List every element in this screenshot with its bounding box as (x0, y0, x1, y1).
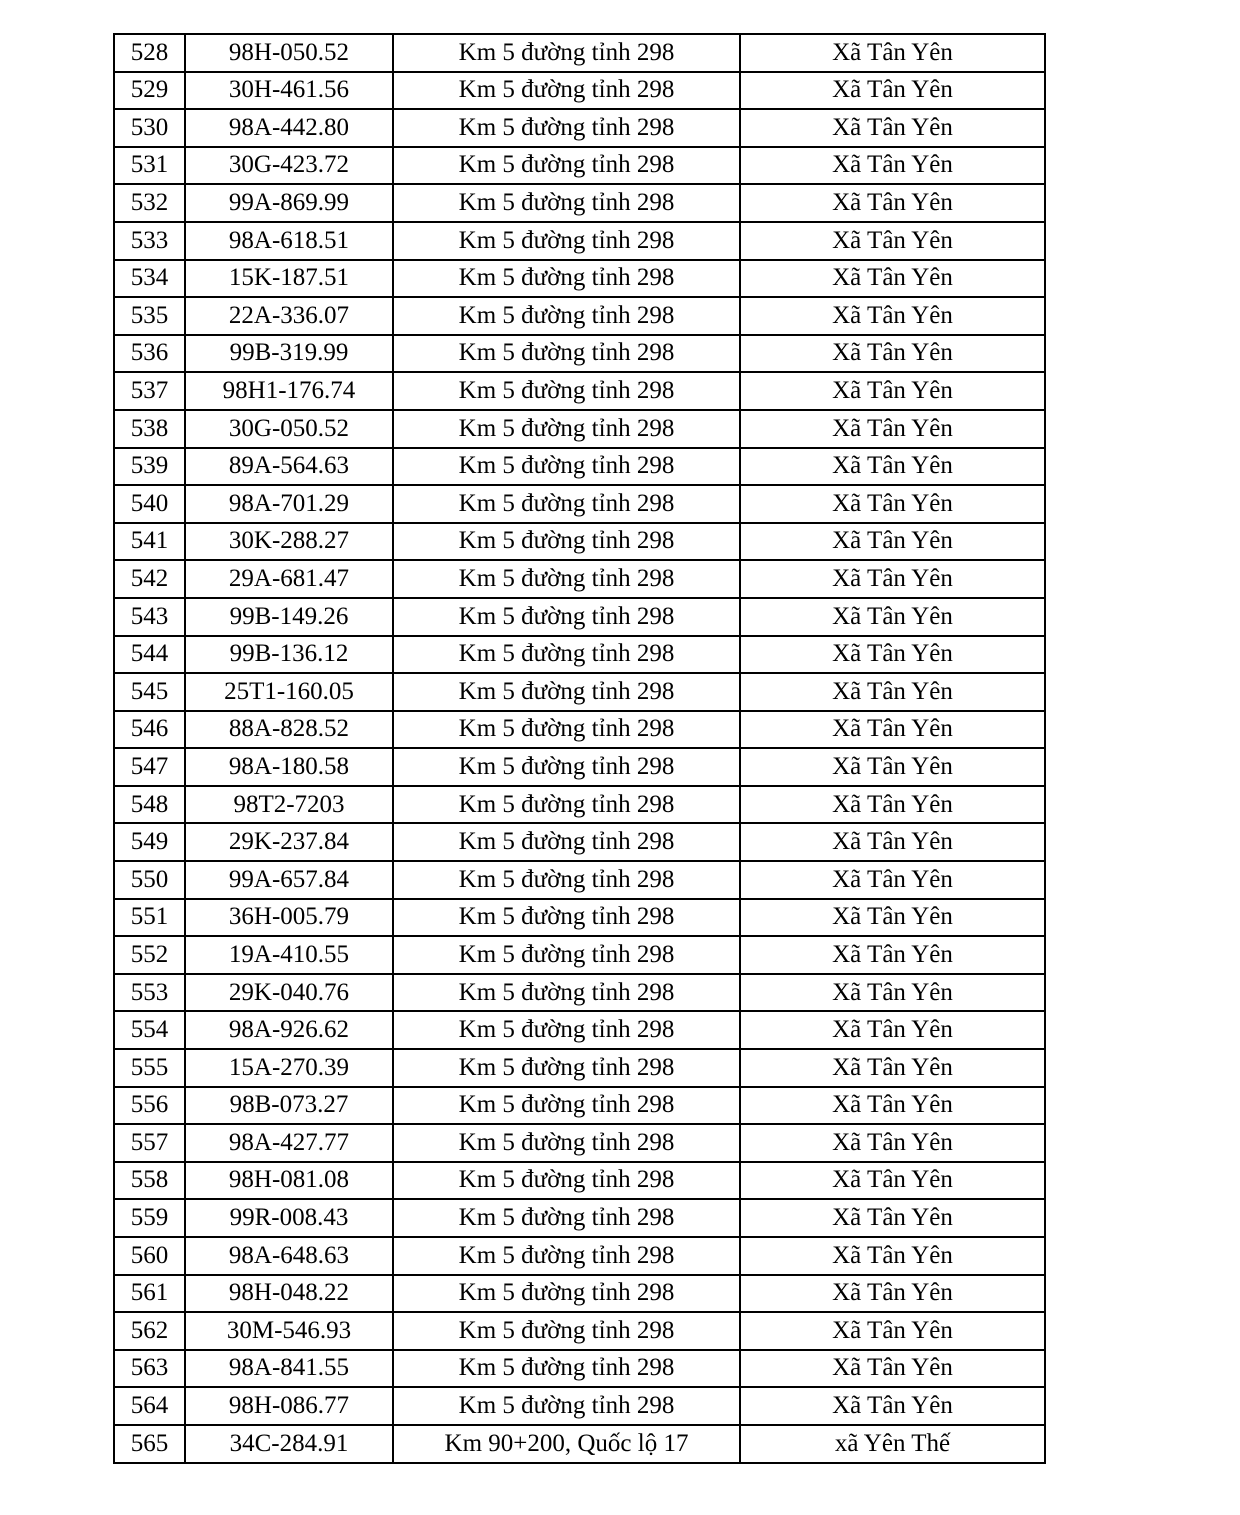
commune-cell: Xã Tân Yên (740, 636, 1045, 674)
license-plate-cell: 98H-048.22 (185, 1275, 393, 1313)
violation-location-cell: Km 5 đường tỉnh 298 (393, 1049, 740, 1087)
license-plate-cell: 30G-050.52 (185, 410, 393, 448)
commune-cell: Xã Tân Yên (740, 1049, 1045, 1087)
license-plate-cell: 15A-270.39 (185, 1049, 393, 1087)
row-number-cell: 555 (114, 1049, 185, 1087)
violation-location-cell: Km 5 đường tỉnh 298 (393, 1162, 740, 1200)
license-plate-cell: 98A-701.29 (185, 485, 393, 523)
table-row (114, 1237, 1045, 1275)
violation-location-cell: Km 5 đường tỉnh 298 (393, 1312, 740, 1350)
commune-cell: Xã Tân Yên (740, 1312, 1045, 1350)
license-plate-cell: 30K-288.27 (185, 523, 393, 561)
row-number-cell: 546 (114, 711, 185, 749)
license-plate-cell: 25T1-160.05 (185, 673, 393, 711)
row-number-cell: 564 (114, 1387, 185, 1425)
row-number-cell: 532 (114, 184, 185, 222)
row-number-cell: 551 (114, 899, 185, 937)
violation-location-cell: Km 5 đường tỉnh 298 (393, 1124, 740, 1162)
violation-location-cell: Km 5 đường tỉnh 298 (393, 72, 740, 110)
row-number-cell: 544 (114, 636, 185, 674)
license-plate-cell: 99A-657.84 (185, 861, 393, 899)
commune-cell: Xã Tân Yên (740, 748, 1045, 786)
commune-cell: Xã Tân Yên (740, 598, 1045, 636)
commune-cell: Xã Tân Yên (740, 1124, 1045, 1162)
violation-location-cell: Km 5 đường tỉnh 298 (393, 861, 740, 899)
violation-location-cell: Km 5 đường tỉnh 298 (393, 823, 740, 861)
commune-cell: Xã Tân Yên (740, 711, 1045, 749)
violation-location-cell: Km 90+200, Quốc lộ 17 (393, 1425, 740, 1463)
violation-location-cell: Km 5 đường tỉnh 298 (393, 410, 740, 448)
license-plate-cell: 99B-319.99 (185, 335, 393, 373)
license-plate-cell: 99B-149.26 (185, 598, 393, 636)
violation-location-cell: Km 5 đường tỉnh 298 (393, 109, 740, 147)
row-number-cell: 560 (114, 1237, 185, 1275)
table-row (114, 34, 1045, 72)
row-number-cell: 533 (114, 222, 185, 260)
commune-cell: Xã Tân Yên (740, 222, 1045, 260)
row-number-cell: 534 (114, 260, 185, 298)
violation-location-cell: Km 5 đường tỉnh 298 (393, 974, 740, 1012)
table-row (114, 748, 1045, 786)
commune-cell: Xã Tân Yên (740, 1199, 1045, 1237)
violation-location-cell: Km 5 đường tỉnh 298 (393, 899, 740, 937)
commune-cell: Xã Tân Yên (740, 109, 1045, 147)
table-row (114, 410, 1045, 448)
license-plate-cell: 29K-040.76 (185, 974, 393, 1012)
table-row (114, 222, 1045, 260)
row-number-cell: 549 (114, 823, 185, 861)
license-plate-cell: 98A-926.62 (185, 1011, 393, 1049)
license-plate-cell: 30H-461.56 (185, 72, 393, 110)
table-row (114, 372, 1045, 410)
row-number-cell: 529 (114, 72, 185, 110)
violation-location-cell: Km 5 đường tỉnh 298 (393, 1011, 740, 1049)
license-plate-cell: 98A-618.51 (185, 222, 393, 260)
violation-location-cell: Km 5 đường tỉnh 298 (393, 1387, 740, 1425)
table-body (114, 34, 1045, 1463)
row-number-cell: 558 (114, 1162, 185, 1200)
commune-cell: Xã Tân Yên (740, 673, 1045, 711)
commune-cell: Xã Tân Yên (740, 823, 1045, 861)
commune-cell: Xã Tân Yên (740, 372, 1045, 410)
license-plate-cell: 22A-336.07 (185, 297, 393, 335)
commune-cell: Xã Tân Yên (740, 410, 1045, 448)
license-plate-cell: 98H1-176.74 (185, 372, 393, 410)
table-row (114, 485, 1045, 523)
row-number-cell: 565 (114, 1425, 185, 1463)
violation-location-cell: Km 5 đường tỉnh 298 (393, 786, 740, 824)
commune-cell: Xã Tân Yên (740, 1011, 1045, 1049)
row-number-cell: 543 (114, 598, 185, 636)
license-plate-cell: 98T2-7203 (185, 786, 393, 824)
license-plate-cell: 98H-050.52 (185, 34, 393, 72)
violation-location-cell: Km 5 đường tỉnh 298 (393, 748, 740, 786)
license-plate-cell: 98H-081.08 (185, 1162, 393, 1200)
violation-location-cell: Km 5 đường tỉnh 298 (393, 485, 740, 523)
license-plate-cell: 98A-841.55 (185, 1350, 393, 1388)
table-row (114, 260, 1045, 298)
license-plate-cell: 98A-648.63 (185, 1237, 393, 1275)
violation-location-cell: Km 5 đường tỉnh 298 (393, 1087, 740, 1125)
table-row (114, 1275, 1045, 1313)
table-row (114, 1425, 1045, 1463)
license-plate-cell: 88A-828.52 (185, 711, 393, 749)
violation-location-cell: Km 5 đường tỉnh 298 (393, 636, 740, 674)
table-row (114, 523, 1045, 561)
commune-cell: Xã Tân Yên (740, 523, 1045, 561)
violation-location-cell: Km 5 đường tỉnh 298 (393, 372, 740, 410)
license-plate-cell: 99R-008.43 (185, 1199, 393, 1237)
table-row (114, 936, 1045, 974)
commune-cell: Xã Tân Yên (740, 184, 1045, 222)
commune-cell: Xã Tân Yên (740, 1387, 1045, 1425)
commune-cell: Xã Tân Yên (740, 560, 1045, 598)
table-row (114, 1087, 1045, 1125)
violation-location-cell: Km 5 đường tỉnh 298 (393, 184, 740, 222)
row-number-cell: 559 (114, 1199, 185, 1237)
license-plate-cell: 89A-564.63 (185, 448, 393, 486)
license-plate-cell: 99B-136.12 (185, 636, 393, 674)
violation-location-cell: Km 5 đường tỉnh 298 (393, 1199, 740, 1237)
commune-cell: Xã Tân Yên (740, 448, 1045, 486)
row-number-cell: 536 (114, 335, 185, 373)
violation-location-cell: Km 5 đường tỉnh 298 (393, 598, 740, 636)
table-row (114, 297, 1045, 335)
row-number-cell: 548 (114, 786, 185, 824)
table-row (114, 448, 1045, 486)
table-row (114, 1162, 1045, 1200)
table-row (114, 184, 1045, 222)
license-plate-cell: 34C-284.91 (185, 1425, 393, 1463)
table-row (114, 711, 1045, 749)
table-row (114, 861, 1045, 899)
plates-table (113, 33, 1046, 1464)
license-plate-cell: 98A-427.77 (185, 1124, 393, 1162)
row-number-cell: 554 (114, 1011, 185, 1049)
commune-cell: Xã Tân Yên (740, 1350, 1045, 1388)
commune-cell: Xã Tân Yên (740, 485, 1045, 523)
violation-location-cell: Km 5 đường tỉnh 298 (393, 335, 740, 373)
commune-cell: Xã Tân Yên (740, 786, 1045, 824)
plates-table-container (113, 33, 1044, 1464)
row-number-cell: 539 (114, 448, 185, 486)
commune-cell: Xã Tân Yên (740, 1275, 1045, 1313)
table-row (114, 1049, 1045, 1087)
commune-cell: Xã Tân Yên (740, 1087, 1045, 1125)
license-plate-cell: 98A-180.58 (185, 748, 393, 786)
license-plate-cell: 30G-423.72 (185, 147, 393, 185)
row-number-cell: 563 (114, 1350, 185, 1388)
violation-location-cell: Km 5 đường tỉnh 298 (393, 1237, 740, 1275)
table-row (114, 823, 1045, 861)
commune-cell: Xã Tân Yên (740, 899, 1045, 937)
table-row (114, 974, 1045, 1012)
commune-cell: Xã Tân Yên (740, 297, 1045, 335)
table-row (114, 1199, 1045, 1237)
row-number-cell: 556 (114, 1087, 185, 1125)
row-number-cell: 561 (114, 1275, 185, 1313)
violation-location-cell: Km 5 đường tỉnh 298 (393, 523, 740, 561)
row-number-cell: 557 (114, 1124, 185, 1162)
table-row (114, 786, 1045, 824)
table-row (114, 147, 1045, 185)
license-plate-cell: 19A-410.55 (185, 936, 393, 974)
row-number-cell: 541 (114, 523, 185, 561)
table-row (114, 598, 1045, 636)
table-row (114, 1387, 1045, 1425)
license-plate-cell: 99A-869.99 (185, 184, 393, 222)
row-number-cell: 530 (114, 109, 185, 147)
commune-cell: Xã Tân Yên (740, 34, 1045, 72)
row-number-cell: 550 (114, 861, 185, 899)
commune-cell: Xã Tân Yên (740, 260, 1045, 298)
commune-cell: Xã Tân Yên (740, 335, 1045, 373)
violation-location-cell: Km 5 đường tỉnh 298 (393, 448, 740, 486)
table-row (114, 1124, 1045, 1162)
row-number-cell: 538 (114, 410, 185, 448)
commune-cell: Xã Tân Yên (740, 974, 1045, 1012)
table-row (114, 636, 1045, 674)
commune-cell: Xã Tân Yên (740, 1162, 1045, 1200)
row-number-cell: 537 (114, 372, 185, 410)
commune-cell: Xã Tân Yên (740, 861, 1045, 899)
license-plate-cell: 98H-086.77 (185, 1387, 393, 1425)
violation-location-cell: Km 5 đường tỉnh 298 (393, 560, 740, 598)
commune-cell: xã Yên Thế (740, 1425, 1045, 1463)
violation-location-cell: Km 5 đường tỉnh 298 (393, 222, 740, 260)
table-row (114, 673, 1045, 711)
commune-cell: Xã Tân Yên (740, 1237, 1045, 1275)
row-number-cell: 562 (114, 1312, 185, 1350)
table-row (114, 72, 1045, 110)
commune-cell: Xã Tân Yên (740, 936, 1045, 974)
license-plate-cell: 36H-005.79 (185, 899, 393, 937)
row-number-cell: 531 (114, 147, 185, 185)
row-number-cell: 553 (114, 974, 185, 1012)
row-number-cell: 535 (114, 297, 185, 335)
row-number-cell: 547 (114, 748, 185, 786)
license-plate-cell: 15K-187.51 (185, 260, 393, 298)
license-plate-cell: 30M-546.93 (185, 1312, 393, 1350)
row-number-cell: 552 (114, 936, 185, 974)
violation-location-cell: Km 5 đường tỉnh 298 (393, 1275, 740, 1313)
table-row (114, 560, 1045, 598)
violation-location-cell: Km 5 đường tỉnh 298 (393, 297, 740, 335)
violation-location-cell: Km 5 đường tỉnh 298 (393, 936, 740, 974)
license-plate-cell: 29A-681.47 (185, 560, 393, 598)
license-plate-cell: 29K-237.84 (185, 823, 393, 861)
violation-location-cell: Km 5 đường tỉnh 298 (393, 260, 740, 298)
violation-location-cell: Km 5 đường tỉnh 298 (393, 711, 740, 749)
violation-location-cell: Km 5 đường tỉnh 298 (393, 1350, 740, 1388)
violation-location-cell: Km 5 đường tỉnh 298 (393, 34, 740, 72)
table-row (114, 109, 1045, 147)
table-row (114, 1011, 1045, 1049)
commune-cell: Xã Tân Yên (740, 147, 1045, 185)
row-number-cell: 540 (114, 485, 185, 523)
license-plate-cell: 98B-073.27 (185, 1087, 393, 1125)
row-number-cell: 542 (114, 560, 185, 598)
row-number-cell: 528 (114, 34, 185, 72)
table-row (114, 335, 1045, 373)
table-row (114, 1312, 1045, 1350)
license-plate-cell: 98A-442.80 (185, 109, 393, 147)
row-number-cell: 545 (114, 673, 185, 711)
violation-location-cell: Km 5 đường tỉnh 298 (393, 673, 740, 711)
violation-location-cell: Km 5 đường tỉnh 298 (393, 147, 740, 185)
table-row (114, 1350, 1045, 1388)
table-row (114, 899, 1045, 937)
commune-cell: Xã Tân Yên (740, 72, 1045, 110)
